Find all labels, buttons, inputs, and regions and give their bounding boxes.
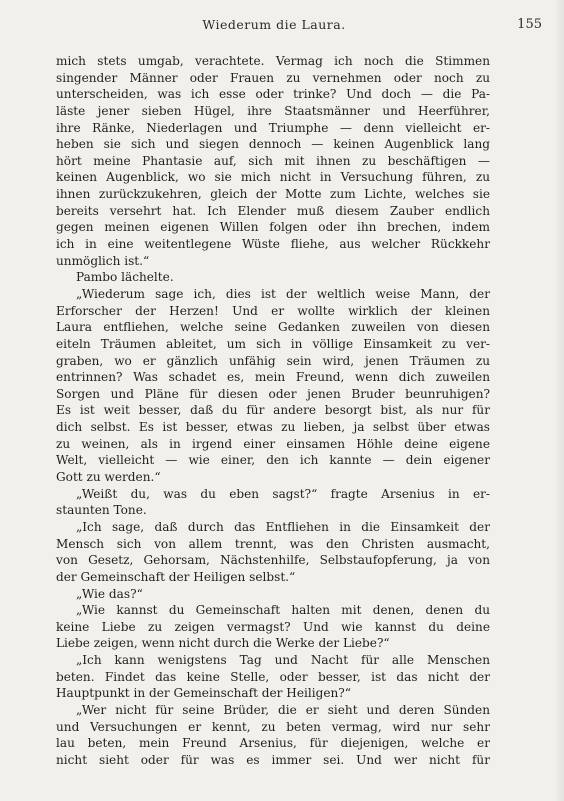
body-text <box>56 53 490 769</box>
page-edge-shadow <box>554 0 564 801</box>
text-line: Welt, vielleicht — wie einer, den ich kannte — dein eigener <box>56 453 490 468</box>
text-line: lau beten, mein Freund Arsenius, für diejenigen, welche er <box>56 736 490 751</box>
text-line: „Wie kannst du Gemeinschaft halten mit denen, denen du <box>76 603 490 618</box>
text-line: beten. Findet das keine Stelle, oder besser, ist das nicht der <box>56 669 490 684</box>
text-line: ich in eine weitentlegene Wüste fliehe, aus welcher Rückkehr <box>56 237 490 252</box>
text-line: Es ist weit besser, daß du für andere besorgt bist, als nur für <box>56 403 490 418</box>
text-line: der Gemeinschaft der Heiligen selbst.“ <box>56 569 296 584</box>
text-line: Sorgen und Pläne für diesen oder jenen Bruder beunruhigen? <box>56 386 490 401</box>
text-line: läste jener sieben Hügel, ihre Staatsmänner und Heerführer, <box>56 103 490 118</box>
text-line: eiteln Träumen ableitet, um sich in völlige Einsamkeit zu ver- <box>56 336 490 351</box>
text-line: Laura entfliehen, welche seine Gedanken zuweilen von diesen <box>56 320 490 335</box>
text-line: graben, wo er gänzlich unfähig sein wird, jenen Träumen zu <box>56 353 490 368</box>
text-line: „Wiederum sage ich, dies ist der weltlich weise Mann, der <box>76 286 490 301</box>
text-line: staunten Tone. <box>56 503 147 518</box>
text-line: bereits versehrt hat. Ich Elender muß diesem Zauber endlich <box>56 203 490 218</box>
page-number: 155 <box>517 17 542 32</box>
text-line: keine Liebe zu zeigen vermagst? Und wie kannst du deine <box>56 619 490 634</box>
running-title: Wiederum die Laura. <box>202 17 346 32</box>
text-line: und Versuchungen er kennt, zu beten vermag, wird nur sehr <box>56 719 490 734</box>
text-line: keinen Augenblick, wo sie mich nicht in Versuchung führen, zu <box>56 170 490 185</box>
text-line: heben sie sich und siegen dennoch — keinen Augenblick lang <box>56 137 490 152</box>
text-line: „Wer nicht für seine Brüder, die er sieht und deren Sünden <box>76 702 490 717</box>
text-line: entrinnen? Was schadet es, mein Freund, wenn dich zuweilen <box>56 370 490 385</box>
text-line: Erforscher der Herzen! Und er wollte wirklich der kleinen <box>56 303 490 318</box>
text-line: „Weißt du, was du eben sagst?“ fragte Arsenius in er- <box>76 486 490 501</box>
text-line: dich selbst. Es ist besser, etwas zu lieben, ja selbst über etwas <box>56 420 490 435</box>
text-line: „Ich kann wenigstens Tag und Nacht für alle Menschen <box>76 653 490 668</box>
text-line: von Gesetz, Gehorsam, Nächstenhilfe, Selbstaufopferung, ja von <box>56 553 490 568</box>
text-line: Gott zu werden.“ <box>56 470 161 485</box>
text-line: singender Männer oder Frauen zu vernehmen oder noch zu <box>56 70 490 85</box>
text-line: ihre Ränke, Niederlagen und Triumphe — denn vielleicht er- <box>56 120 490 135</box>
text-line: „Wie das?“ <box>76 586 143 601</box>
text-line: ihnen zurückzukehren, gleich der Motte zum Lichte, welches sie <box>56 187 490 202</box>
text-line: Liebe zeigen, wenn nicht durch die Werke der Liebe?“ <box>56 636 390 651</box>
text-line: unterscheiden, was ich esse oder trinke? Und doch — die Pa- <box>56 87 490 102</box>
text-line: „Ich sage, daß durch das Entfliehen in die Einsamkeit der <box>76 519 490 534</box>
text-line: mich stets umgab, verachtete. Vermag ich noch die Stimmen <box>56 54 490 68</box>
text-line: Hauptpunkt in der Gemeinschaft der Heiligen?“ <box>56 686 351 701</box>
text-line: gegen meinen eigenen Willen folgen oder ihn brechen, indem <box>56 220 490 235</box>
text-line: zu weinen, als in irgend einer einsamen Höhle deine eigene <box>56 436 490 451</box>
text-line: unmöglich ist.“ <box>56 253 150 268</box>
text-line: Pambo lächelte. <box>76 270 174 285</box>
text-line: hört meine Phantasie auf, sich mit ihnen zu beschäftigen — <box>56 153 490 168</box>
text-line: nicht sieht oder für was es immer sei. Und wer nicht für <box>56 752 490 767</box>
text-line: Mensch sich von allem trennt, was den Christen ausmacht, <box>56 536 490 551</box>
